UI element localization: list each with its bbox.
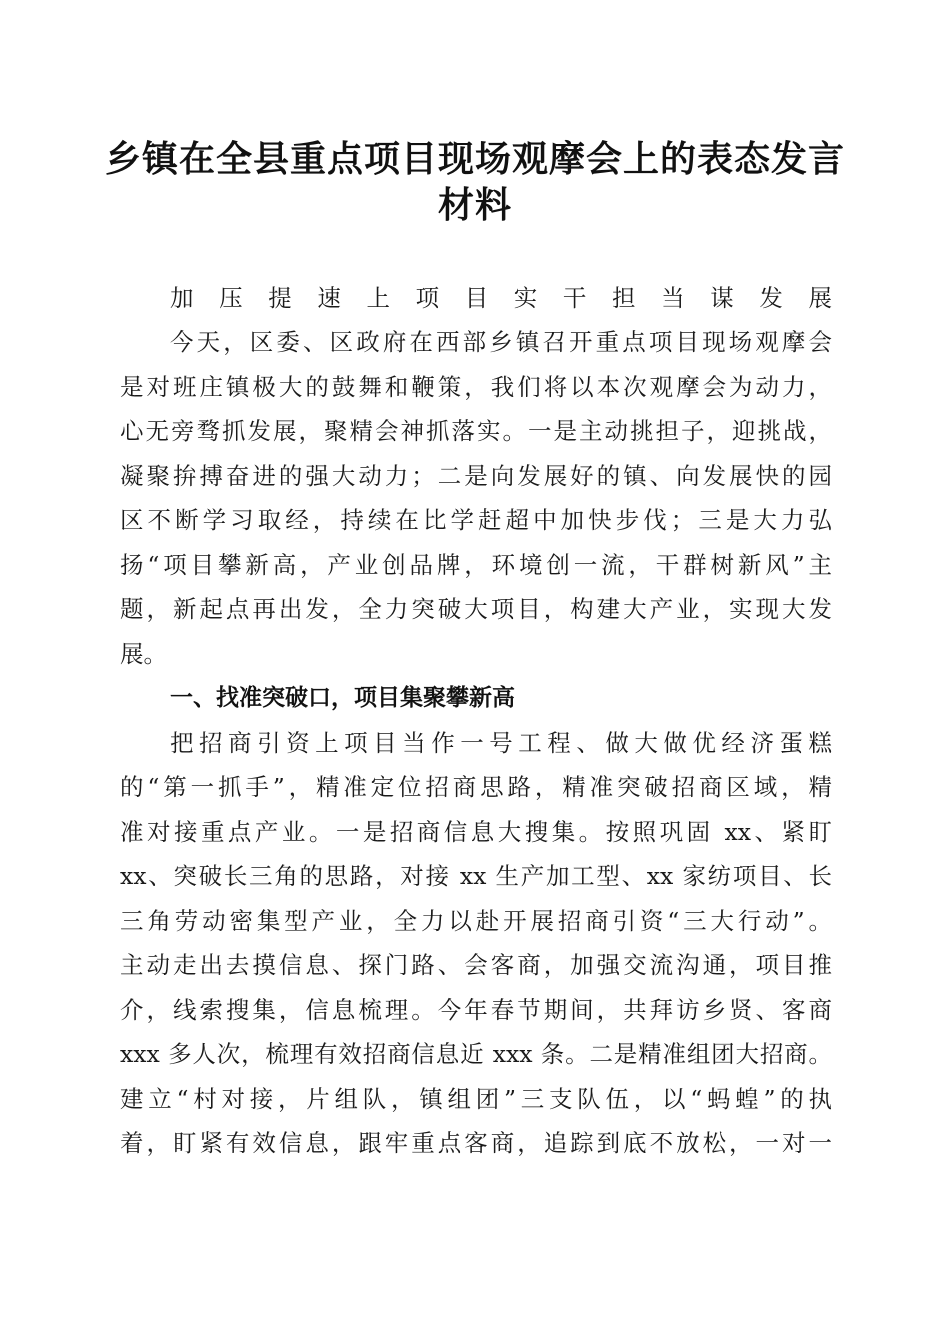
intro-line-2: 是对班庄镇极大的鼓舞和鞭策，我们将以本次观摩会为动力，	[120, 373, 832, 401]
section-line-9: 建立“村对接，片组队，镇组团”三支队伍，以“蚂蝗”的执	[120, 1085, 832, 1113]
intro-line-8: 展。	[120, 640, 167, 668]
section-line-8: xxx 多人次，梳理有效招商信息近 xxx 条。二是精准组团大招商。	[120, 1040, 832, 1068]
subtitle: 加压提速上项目实干担当谋发展	[170, 284, 832, 312]
intro-line-3: 心无旁骛抓发展，聚精会神抓落实。一是主动挑担子，迎挑战，	[120, 417, 832, 445]
intro-line-5: 区不断学习取经，持续在比学赶超中加快步伐；三是大力弘	[120, 506, 832, 534]
section-line-1: 把招商引资上项目当作一号工程、做大做优经济蛋糕	[170, 729, 832, 757]
section-line-5: 三角劳动密集型产业，全力以赴开展招商引资“三大行动”。	[120, 907, 832, 935]
intro-line-1: 今天，区委、区政府在西部乡镇召开重点项目现场观摩会	[170, 328, 832, 356]
section-line-6: 主动走出去摸信息、探门路、会客商，加强交流沟通，项目推	[120, 951, 832, 979]
intro-line-4: 凝聚拚搏奋进的强大动力；二是向发展好的镇、向发展快的园	[120, 462, 832, 490]
section-line-2: 的“第一抓手”，精准定位招商思路，精准突破招商区域，精	[120, 773, 832, 801]
section-line-7: 介，线索搜集，信息梳理。今年春节期间，共拜访乡贤、客商	[120, 996, 832, 1024]
section-heading: 一、找准突破口，项目集聚攀新高	[170, 685, 515, 711]
intro-line-6: 扬“项目攀新高，产业创品牌，环境创一流，干群树新风”主	[120, 551, 832, 579]
document-title-line-2: 材料	[437, 184, 512, 226]
document-title-line-1: 乡镇在全县重点项目现场观摩会上的表态发言	[104, 138, 845, 180]
intro-line-7: 题，新起点再出发，全力突破大项目，构建大产业，实现大发	[120, 595, 832, 623]
section-line-3: 准对接重点产业。一是招商信息大搜集。按照巩固 xx、紧盯	[120, 818, 832, 846]
section-line-10: 着，盯紧有效信息，跟牢重点客商，追踪到底不放松，一对一	[120, 1129, 832, 1157]
section-line-4: xx、突破长三角的思路，对接 xx 生产加工型、xx 家纺项目、长	[120, 862, 832, 890]
